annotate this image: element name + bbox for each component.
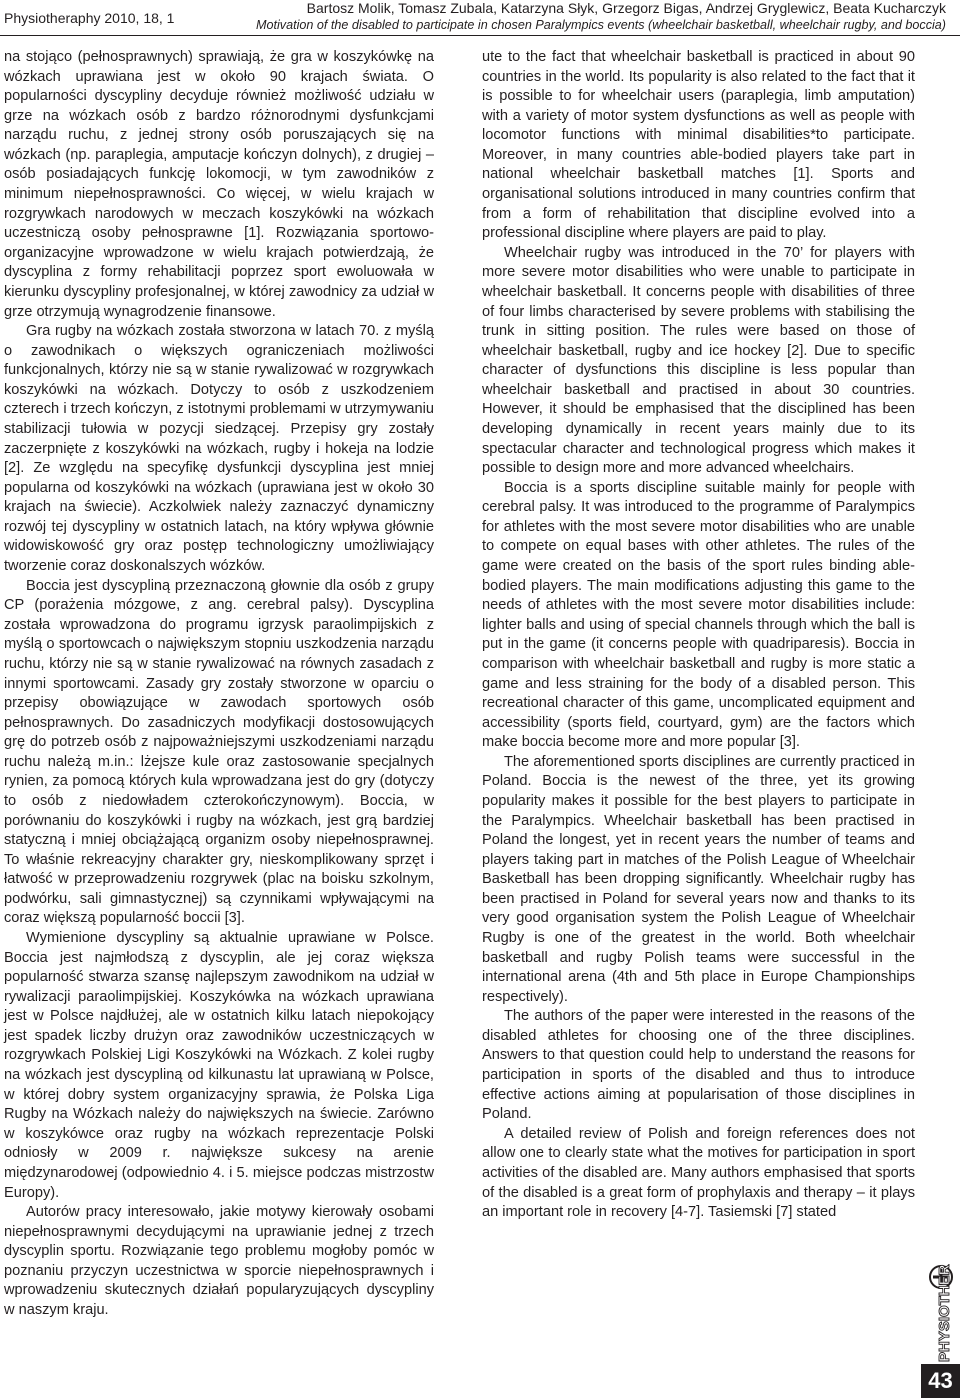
- paragraph: The aforementioned sports disciplines are currently practiced in Poland. Boccia is the newest of the three, yet its growing popularity makes it possible for the best players to participate in the Paralympics. Wheelchair basketball has been practised in Poland the longest, yet in recent years the number of teams and players taking part in matches of the Polish League of Wheelchair Basketball has been dropping significantly. Wheelchair rugby has been practised in Poland for several years now and thanks to its very good organisation system the Polish League of Wheelchair Rugby is one of the greatest in the world. Both wheelchair basketball and rugby Polish teams were successful in the international arena (4th and 5th place in Europe Championships respectively).: [482, 753, 915, 1005]
- paragraph: Gra rugby na wózkach została stworzona w latach 70. z myślą o zawodnikach o większych ograniczeniach możliwości funkcjonalnych, którzy nie są w stanie rywalizować w rozgrywkach koszykówki na wózkach. Dotyczy to osób z uszkodzeniem czterech i trzech kończyn, z istotnymi problemami w utrzymywaniu stabilizacji tułowia w pozycji siedzącej. Przepisy gry zostały zaczerpnięte z koszykówki na wózkach, rugby i hokeja na lodzie [2]. Ze względu na specyfikę dysfunkcji dyscyplina jest mniej popularna od koszykówki na wózkach (uprawiana jest w około 30 krajach na świecie). Aczkolwiek należy zaznaczyć dynamiczny rozwój tej dyscypliny w ostatnich latach, na który wpływa głównie widowiskowość gry oraz postęp technologiczny umożliwiający tworzenie coraz doskonalszych wózków.: [4, 323, 434, 575]
- page-number: 43: [921, 1364, 960, 1398]
- paragraph: na stojąco (pełnosprawnych) sprawiają, że gra w koszykówkę na wózkach uprawiana jest w około 90 krajach świata. O popularności dyscypliny decyduje również możliwość udziału w grze na wózkach osób z bardzo różnorodnymi dysfunkcjami narządu ruchu, z jednej strony osób poruszających się na wózkach (np. paraplegia, amputacje kończyn dolnych), z drugiej – osób posiadających funkcję lokomocji, w tym zawodników z minimum niepełnosprawności. Co więcej, w wielu krajach w rozgrywkach narodowych w meczach koszykówki na wózkach uczestniczą osoby pełnosprawne [1]. Rozwiązania sportowo-organizacyjne wprowadzone w wielu krajach potwierdzają, że dyscyplina z formy rehabilitacji poprzez sport ewoluowała w kierunku dyscypliny profesjonalnej, w której zawodnicy za udział w grze otrzymują wynagrodzenie finansowe.: [4, 49, 434, 320]
- paragraph: A detailed review of Polish and foreign references does not allow one to clearly state what the motives for participation in sport activities of the disabled are. Many authors emphasised that sports of the disabled is a great form of prophylaxis and therapy – it plays an important role in recovery [4-7]. Tasiemski [7] stated: [482, 1125, 915, 1221]
- paragraph: Wymienione dyscypliny są aktualnie uprawiane w Polsce. Boccia jest najmłodszą z dyscyplin, ale jej coraz większa popularność stwarza szansę najlepszym zawodnikom na udział w rywalizacji paraolimpijskiej. Koszykówka na wózkach uprawiana jest w Polsce najdłużej, ale w ostatnich kilku latach niepokojący jest spadek liczby drużyn oraz zawodników uczestniczących w rozgrywkach Polskiej Ligi Koszykówki na Wózkach. Z kolei rugby na wózkach jest dyscypliną od kilkunastu lat uprawianą w Polsce, w której dobry system organizacyjny sprawia, że Polska Liga Rugby na Wózkach należy do największych na świecie. Zarówno w koszykówce oraz rugby na wózkach reprezentacje Polski odniosły w 2009 r. największe sukcesy na arenie międzynarodowej (odpowiednio 4. i 5. miejsce podczas mistrzostw Europy).: [4, 930, 434, 1201]
- paragraph: Wheelchair rugby was introduced in the 70’ for players with more severe motor disabilities who were unable to participate in wheelchair basketball. It concerns people with disabilities of three of four limbs characterised by severe problems with stabilising the trunk in sitting position. The rules were based on those of wheelchair basketball, rugby and ice hockey [2]. Due to specific character of dysfunctions this discipline is less popular than wheelchair basketball and practised in about 30 countries. However, it should be emphasised that the disciplined has been developing dynamically in recent years mainly due to its spectacular character and technological progress which makes it possible to design more and more advanced wheelchairs.: [482, 244, 915, 477]
- paragraph: ute to the fact that wheelchair basketball is practiced in about 90 countries in the world. Its popularity is also related to the fact that it is possible to for wheelchair users (paraplegia, limb amputation) with a variety of motor system dysfunctions as well as people with locomotor functions with minimal disabilities*to participate. Moreover, in many countries able-bodied players take part in national wheelchair basketball matches [1]. Sports and organisational solutions introduced in many countries confirm that from a form of rehabilitation that discipline evolved into a professional discipline where players are paid to play.: [482, 49, 915, 242]
- journal-reference: Physiotheraphy 2010, 18, 1: [4, 10, 175, 26]
- journal-logo: [922, 1264, 960, 1364]
- left-column: [4, 48, 434, 1321]
- running-header-title: Motivation of the disabled to participate in chosen Paralympics events (wheelchair basketball, wheelchair rugby, and boccia): [256, 18, 946, 32]
- paragraph: Boccia jest dyscypliną przeznaczoną głownie dla osób z grupy CP (porażenia mózgowe, z ang. cerebral palsy). Dyscyplina została wprowadzona do programu igrzysk paraolimpijskich z myślą o sportowcach o największym stopniu uszkodzenia narządu ruchu, którzy nie są w stanie rywalizować na równych zasadach z innymi sportowcami. Zasady gry zostały stworzone w oparciu o przepisy obowiązujące w zawodach sportowych osób pełnosprawnych. Do zasadniczych modyfikacji dostosowujących grę do potrzeb osób z najpoważniejszymi uszkodzeniami narządu ruchu należą m.in.: lżejsze kule oraz zastosowanie specjalnych rynien, za pomocą których kula wprowadzana jest do gry (dotyczy to osób z niedowładem czterokończynowym). Boccia, w porównaniu do koszykówki i rugby na wózkach, jest grą bardziej statyczną i mniej obciążającą organizm osoby niepełnosprawnej. To właśnie rekreacyjny charakter gry, nieskomplikowany sprzęt i łatwość w przeprowadzeniu rozgrywek (plac na boisku szkolnym, podwórku, sali gimnastycznej) są czynnikami wpływającymi na coraz większą popularność boccii [3].: [4, 577, 434, 927]
- journal-logo-graphic: [922, 1264, 960, 1364]
- journal-logo-text: PHYSIOTHERAPY: [936, 1264, 953, 1362]
- right-column: [482, 48, 915, 1223]
- running-header: [256, 0, 946, 33]
- paragraph: Boccia is a sports discipline suitable mainly for people with cerebral palsy. It was introduced to the programme of Paralympics for athletes with the most severe motor disabilities who are unable to compete on equal bases with other athletes. The rules of the game were created on the basis of the sport rules binding able-bodied players. The main modifications adjusting this game to the needs of athletes with the most severe motor disabilities include: lighter balls and using of special channels through which the ball is put in the game (it concerns people with quadriparesis). Boccia in comparison with wheelchair basketball and rugby is more static a game and less straining for the body of a disabled person. This recreational character of this game, uncomplicated equipment and accessibility (sports field, courtyard, gym) are the factors which make boccia become more and more popular [3].: [482, 479, 915, 751]
- running-header-authors: Bartosz Molik, Tomasz Zubala, Katarzyna Słyk, Grzegorz Bigas, Andrzej Gryglewicz, Beata Kucharczyk: [306, 0, 946, 16]
- header-rule: [0, 35, 960, 36]
- paragraph: The authors of the paper were interested in the reasons of the disabled athletes for choosing one of the three disciplines. Answers to that question could help to understand the reasons for participation in sports of the disabled and thus to introduce effective actions aiming at popularisation of those disciplines in Poland.: [482, 1008, 915, 1123]
- paragraph: Autorów pracy interesowało, jakie motywy kierowały osobami niepełnosprawnymi decydującymi na uprawianie jednej z trzech dyscyplin sportu. Rozwiązanie tego problemu mogłoby pomóc w poznaniu przyczyn uczestnictwa w sporcie niepełnosprawnych i wprowadzeniu skutecznych działań popularyzujących dyscypliny w naszym kraju.: [4, 1204, 434, 1318]
